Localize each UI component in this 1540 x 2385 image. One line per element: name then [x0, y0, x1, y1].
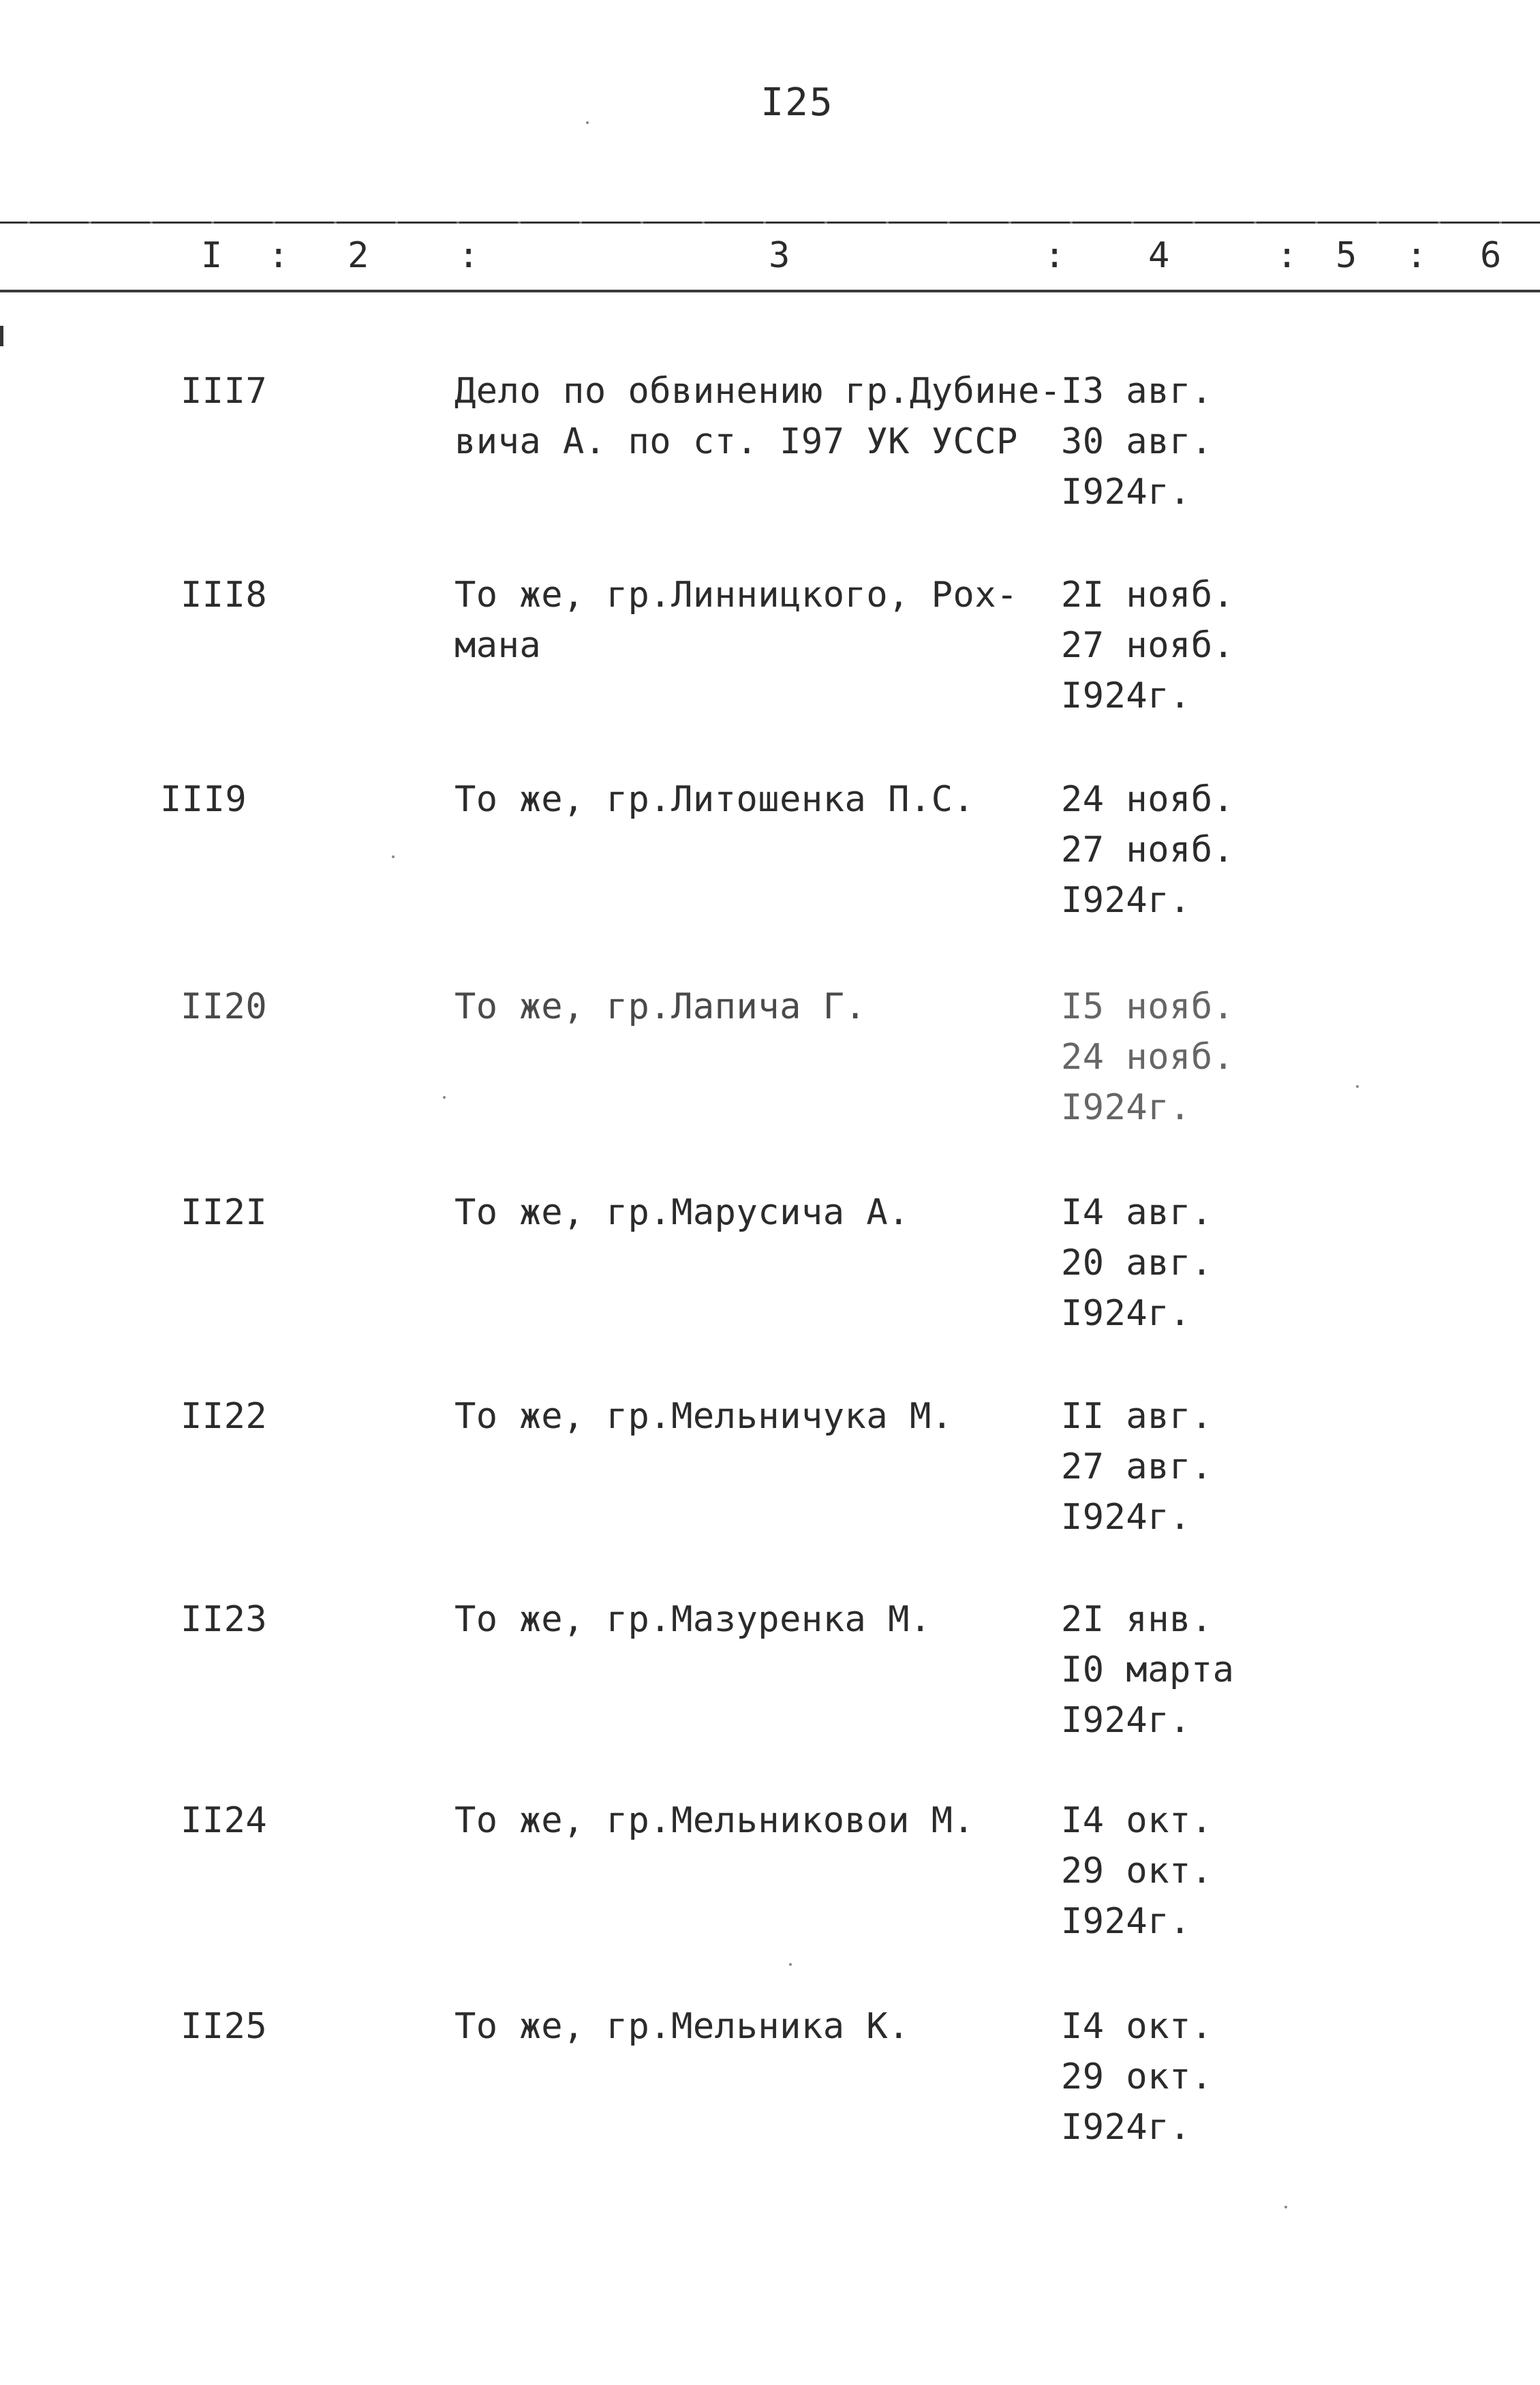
- description-line: То же, гр.Мельничука М.: [455, 1396, 953, 1437]
- description-line: То же, гр.Линницкого, Рох-: [455, 575, 1018, 616]
- year: I924г.: [1061, 880, 1191, 921]
- case-description: [455, 1795, 974, 1846]
- description-line: То же, гр.Мазуренка М.: [455, 1599, 931, 1640]
- description-line: То же, гр.Лапича Г.: [455, 986, 867, 1027]
- case-number: II20: [181, 986, 268, 1027]
- end-date: 27 нояб.: [1061, 830, 1235, 870]
- table-row: [0, 982, 1540, 1145]
- start-date: I4 окт.: [1061, 2006, 1213, 2047]
- year: I924г.: [1061, 1293, 1191, 1334]
- case-dates: [1061, 1795, 1213, 1947]
- scan-speck: [586, 121, 589, 124]
- case-dates: [1061, 1594, 1234, 1746]
- case-number: II2I: [181, 1192, 268, 1233]
- year: I924г.: [1061, 1497, 1191, 1538]
- case-dates: [1061, 1187, 1213, 1339]
- column-separator: :: [1406, 235, 1428, 276]
- case-number: III9: [160, 779, 247, 820]
- case-number: II25: [181, 2006, 268, 2047]
- scan-speck: [1356, 1085, 1359, 1088]
- start-date: I5 нояб.: [1061, 986, 1235, 1027]
- end-date: 29 окт.: [1061, 1851, 1213, 1892]
- start-date: 24 нояб.: [1061, 779, 1235, 820]
- column-header-2: 2: [348, 235, 369, 276]
- table-row: [0, 1594, 1540, 1758]
- case-description: [455, 982, 866, 1032]
- column-header-4: 4: [1148, 235, 1170, 276]
- case-description: [455, 570, 1018, 671]
- case-number: II22: [181, 1396, 268, 1437]
- year: I924г.: [1061, 1700, 1191, 1741]
- case-number: III7: [181, 371, 268, 412]
- case-description: [455, 774, 974, 825]
- case-number: III8: [181, 575, 268, 616]
- end-date: 24 нояб.: [1061, 1037, 1235, 1078]
- table-row: [0, 1795, 1540, 1959]
- scan-speck: [443, 1096, 446, 1099]
- scan-speck: [789, 1963, 792, 1966]
- page-number: I25: [760, 80, 834, 125]
- table-row: [0, 1391, 1540, 1555]
- start-date: I3 авг.: [1061, 371, 1213, 412]
- column-header-1: I: [201, 235, 223, 276]
- case-description: [455, 1594, 931, 1645]
- case-number: II24: [181, 1800, 268, 1841]
- end-date: 30 авг.: [1061, 421, 1213, 462]
- description-line: Дело по обвинению гр.Дубине-: [455, 371, 1062, 412]
- scan-speck: [1284, 2206, 1287, 2208]
- table-row: [0, 570, 1540, 733]
- column-separator: :: [1276, 235, 1298, 276]
- description-line: То же, гр.Мельника К.: [455, 2006, 910, 2047]
- end-date: 27 нояб.: [1061, 625, 1235, 666]
- table-row: [0, 366, 1540, 530]
- table-row: [0, 2001, 1540, 2165]
- case-number: II23: [181, 1599, 268, 1640]
- margin-mark: [0, 326, 3, 346]
- case-dates: [1061, 1391, 1213, 1543]
- end-date: 29 окт.: [1061, 2056, 1213, 2097]
- case-dates: [1061, 2001, 1213, 2153]
- case-description: [455, 1391, 953, 1442]
- column-separator: :: [268, 235, 290, 276]
- case-description: [455, 2001, 910, 2052]
- end-date: I0 марта: [1061, 1650, 1235, 1690]
- table-header-rule: [0, 290, 1540, 292]
- end-date: 20 авг.: [1061, 1243, 1213, 1283]
- table-top-rule: [0, 222, 1540, 224]
- description-line: мана: [455, 625, 542, 666]
- start-date: I4 авг.: [1061, 1192, 1213, 1233]
- year: I924г.: [1061, 2107, 1191, 2148]
- start-date: II авг.: [1061, 1396, 1213, 1437]
- scan-speck: [392, 855, 395, 858]
- column-header-5: 5: [1336, 235, 1357, 276]
- description-line: То же, гр.Марусича А.: [455, 1192, 910, 1233]
- year: I924г.: [1061, 1901, 1191, 1942]
- end-date: 27 авг.: [1061, 1446, 1213, 1487]
- column-header-3: 3: [769, 235, 790, 276]
- start-date: I4 окт.: [1061, 1800, 1213, 1841]
- table-row: [0, 1187, 1540, 1351]
- table-row: [0, 774, 1540, 938]
- case-dates: [1061, 570, 1234, 721]
- column-separator: :: [1044, 235, 1066, 276]
- column-separator: :: [458, 235, 480, 276]
- case-dates: [1061, 982, 1234, 1133]
- year: I924г.: [1061, 675, 1191, 716]
- case-description: [455, 1187, 910, 1238]
- description-line: То же, гр.Мельниковои М.: [455, 1800, 975, 1841]
- start-date: 2I нояб.: [1061, 575, 1235, 616]
- year: I924г.: [1061, 1087, 1191, 1128]
- case-dates: [1061, 366, 1213, 517]
- column-header-6: 6: [1480, 235, 1502, 276]
- start-date: 2I янв.: [1061, 1599, 1213, 1640]
- case-dates: [1061, 774, 1234, 926]
- year: I924г.: [1061, 472, 1191, 513]
- description-line: То же, гр.Литошенка П.С.: [455, 779, 975, 820]
- case-description: [455, 366, 1062, 467]
- description-line: вича А. по ст. I97 УК УССР: [455, 421, 1018, 462]
